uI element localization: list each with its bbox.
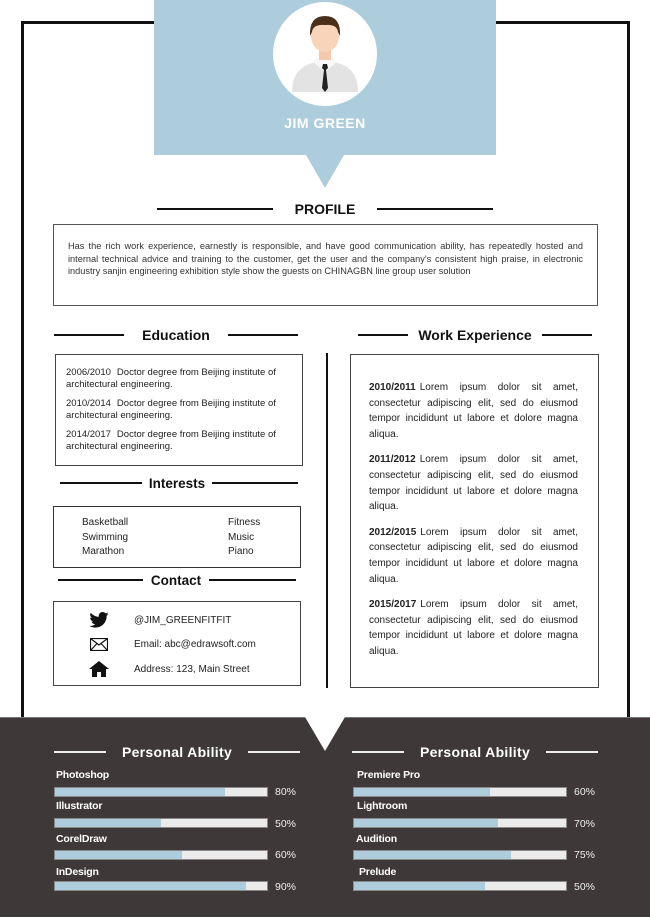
- work-years: 2011/2012: [369, 454, 416, 466]
- heading-rule: [58, 579, 143, 581]
- skill-bar-fill: [55, 819, 161, 827]
- work-text: Lorem ipsum dolor sit amet, consectetur adipiscing elit, sed do eiusmod tempor incididunt ut labore et dolore magna aliqua.: [369, 526, 578, 585]
- skill-bar-photoshop: [54, 787, 268, 797]
- education-years: 2006/2010: [66, 367, 111, 378]
- avatar: [273, 2, 377, 106]
- column-divider: [326, 353, 328, 688]
- person-icon: [273, 2, 377, 106]
- interests-title: Interests: [148, 475, 206, 491]
- ability-heading-right: [352, 743, 598, 761]
- interest-item: Piano: [228, 546, 254, 557]
- interest-item: Marathon: [82, 546, 125, 557]
- skill-percent: 50%: [574, 881, 596, 893]
- heading-rule: [209, 579, 296, 581]
- skill-bar-fill: [354, 788, 490, 796]
- skill-name: Lightroom: [357, 800, 408, 812]
- email-text: Email: abc@edrawsoft.com: [134, 638, 256, 650]
- ability-title-left: Personal Ability: [121, 744, 233, 760]
- skill-name: Premiere Pro: [357, 769, 420, 781]
- work-title: Work Experience: [418, 327, 532, 343]
- education-heading: [53, 326, 299, 344]
- education-years: 2014/2017: [66, 429, 111, 440]
- interests-box: [53, 506, 301, 568]
- heading-rule: [212, 482, 298, 484]
- heading-rule: [542, 334, 592, 336]
- interests-right-column: [228, 516, 260, 560]
- profile-text: Has the rich work experience, earnestly is responsible, and have good communication ability, has repeatedly hosted and internal technical advice and training to the customer, get the user and the company's consistent high praise, in electronic industry sanjin engineering exhibition style show the guests on CHINAGBN line group user solution: [68, 241, 583, 276]
- profile-box: [53, 224, 598, 306]
- education-item: [66, 398, 294, 422]
- ability-title-right: Personal Ability: [419, 744, 531, 760]
- work-text: Lorem ipsum dolor sit amet, consectetur adipiscing elit, sed do eiusmod tempor incididunt ut labore et dolore magna aliqua.: [369, 454, 578, 513]
- home-icon: [88, 660, 110, 678]
- skill-percent: 60%: [275, 849, 297, 861]
- heading-rule: [54, 334, 124, 336]
- work-heading: [352, 326, 598, 344]
- skill-bar-fill: [55, 851, 182, 859]
- skill-percent: 75%: [574, 849, 596, 861]
- address-text: Address: 123, Main Street: [134, 663, 250, 675]
- contact-twitter: [54, 610, 300, 630]
- work-item: [369, 525, 578, 587]
- work-item: [369, 597, 578, 659]
- skill-bar-premiere-pro: [353, 787, 567, 797]
- skill-name: Illustrator: [56, 800, 103, 812]
- education-title: Education: [142, 327, 210, 343]
- contact-title: Contact: [150, 572, 202, 588]
- skill-name: Photoshop: [56, 769, 110, 781]
- skill-percent: 90%: [275, 881, 297, 893]
- skill-percent: 60%: [574, 786, 596, 798]
- education-text: Doctor degree from Beijing institute of architectural engineering.: [66, 398, 276, 421]
- contact-email: [54, 634, 300, 654]
- heading-rule: [248, 751, 300, 753]
- work-years: 2015/2017: [369, 599, 417, 611]
- heading-rule: [546, 751, 598, 753]
- twitter-handle: @JIM_GREENFITFIT: [134, 614, 232, 626]
- work-text: Lorem ipsum dolor sit amet, consectetur adipiscing elit, sed do eiusmod tempor incididunt ut labore et dolore magna aliqua.: [369, 382, 578, 440]
- work-item: [369, 380, 578, 442]
- envelope-icon: [88, 635, 110, 653]
- header-pointer: [306, 155, 344, 188]
- skill-percent: 80%: [275, 786, 297, 798]
- interests-left-column: [82, 516, 128, 560]
- skill-bar-prelude: [353, 881, 567, 891]
- skill-bar-fill: [354, 882, 485, 890]
- contact-box: [53, 601, 301, 686]
- skill-name: InDesign: [56, 866, 99, 878]
- skill-bar-audition: [353, 850, 567, 860]
- skill-name: Audition: [356, 833, 397, 845]
- interest-item: Music: [228, 531, 255, 543]
- interest-item: Fitness: [228, 517, 261, 528]
- panel-notch: [305, 717, 345, 751]
- heading-rule: [377, 208, 493, 210]
- work-years: 2010/2011: [369, 382, 416, 393]
- skill-bar-fill: [55, 882, 246, 890]
- skill-percent: 50%: [275, 818, 297, 830]
- heading-rule: [228, 334, 298, 336]
- profile-heading: [155, 200, 495, 218]
- heading-rule: [157, 208, 273, 210]
- work-item: [369, 452, 578, 514]
- heading-rule: [54, 751, 106, 753]
- contact-address: [54, 659, 300, 679]
- interest-item: Basketball: [82, 517, 129, 528]
- skill-bar-indesign: [54, 881, 268, 891]
- skill-bar-coreldraw: [54, 850, 268, 860]
- work-text: Lorem ipsum dolor sit amet, consectetur adipiscing elit, sed do eiusmod tempor incididunt ut labore et dolore magna aliqua.: [369, 599, 578, 657]
- heading-rule: [352, 751, 404, 753]
- skill-bar-fill: [354, 851, 511, 859]
- education-years: 2010/2014: [66, 398, 111, 409]
- heading-rule: [60, 482, 142, 484]
- work-years: 2012/2015: [369, 526, 417, 538]
- candidate-name: JIM GREEN: [284, 115, 366, 131]
- ability-heading-left: [54, 743, 300, 761]
- interest-item: Swimming: [82, 531, 129, 543]
- skill-bar-fill: [354, 819, 498, 827]
- skill-percent: 70%: [574, 818, 596, 830]
- skill-bar-lightroom: [353, 818, 567, 828]
- interests-heading: [55, 474, 303, 492]
- skill-name: Prelude: [359, 866, 397, 878]
- work-experience-box: [350, 354, 599, 688]
- education-text: Doctor degree from Beijing institute of architectural engineering.: [66, 367, 276, 390]
- contact-heading: [53, 571, 301, 589]
- twitter-icon: [88, 611, 110, 629]
- education-item: [66, 429, 294, 453]
- skill-name: CorelDraw: [56, 833, 107, 845]
- education-box: [55, 354, 303, 466]
- education-text: Doctor degree from Beijing institute of architectural engineering.: [66, 429, 276, 452]
- heading-rule: [358, 334, 408, 336]
- profile-title: PROFILE: [294, 201, 356, 217]
- skill-bar-illustrator: [54, 818, 268, 828]
- education-item: [66, 367, 294, 391]
- skill-bar-fill: [55, 788, 225, 796]
